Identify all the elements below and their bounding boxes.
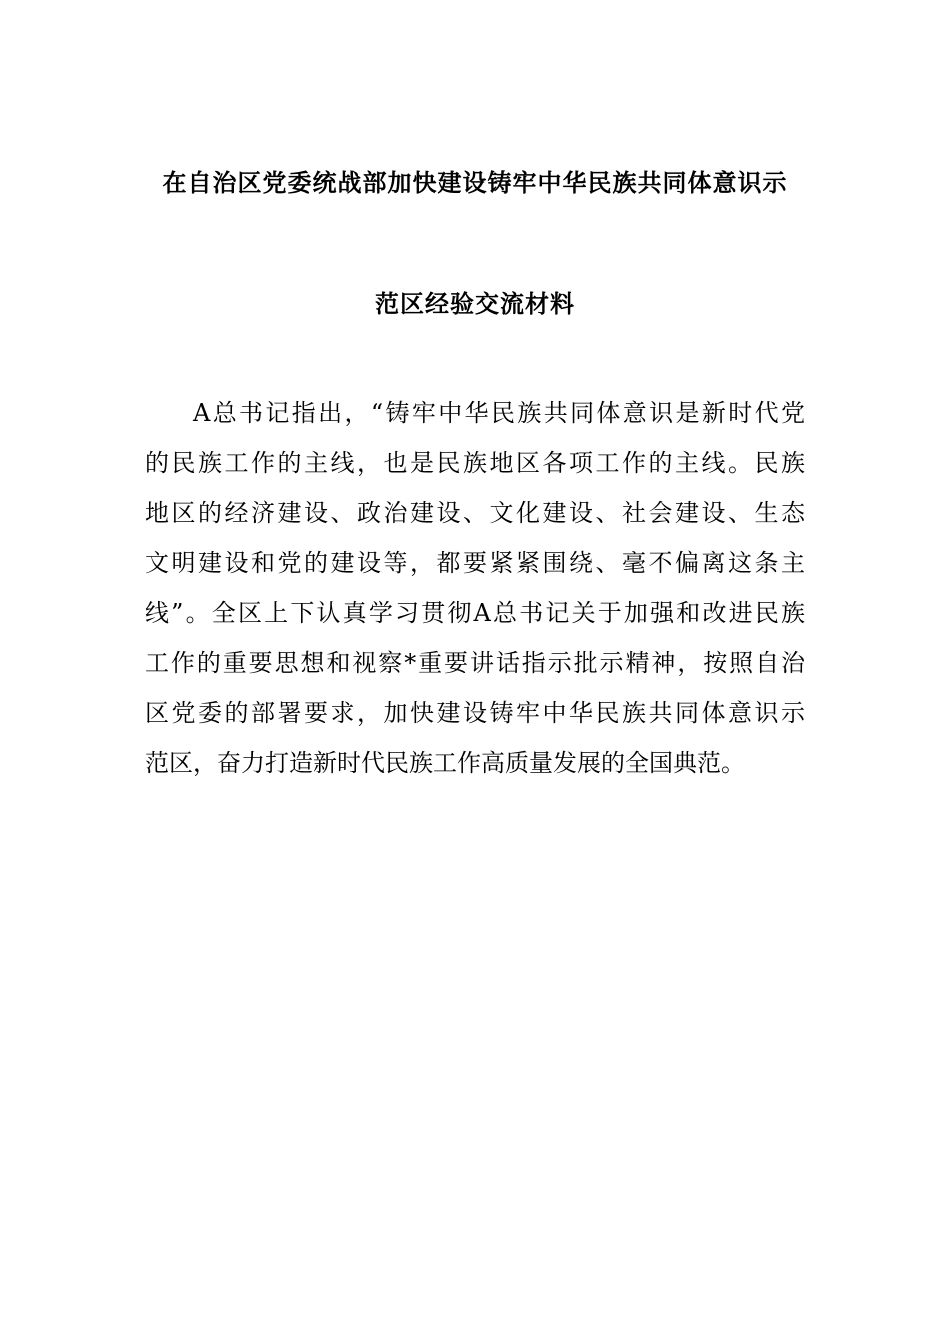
paragraph-line-2: 的民族工作的主线，也是民族地区各项工作的主线。民族: [145, 449, 805, 477]
paragraph-line-1: A总书记指出，“铸牢中华民族共同体意识是新时代党: [193, 399, 805, 427]
document-title-line-2: 范区经验交流材料: [375, 290, 575, 318]
paragraph-line-6: 工作的重要思想和视察*重要讲话指示批示精神，按照自治: [145, 649, 805, 677]
paragraph-line-5: 线”。全区上下认真学习贯彻A总书记关于加强和改进民族: [145, 599, 805, 627]
paragraph-line-7: 区党委的部署要求，加快建设铸牢中华民族共同体意识示: [145, 699, 805, 727]
paragraph-line-4: 文明建设和党的建设等，都要紧紧围绕、毫不偏离这条主: [145, 549, 805, 577]
document-title-line-1: 在自治区党委统战部加快建设铸牢中华民族共同体意识示: [162, 169, 788, 197]
paragraph-line-8: 范区，奋力打造新时代民族工作高质量发展的全国典范。: [145, 749, 745, 777]
paragraph-line-3: 地区的经济建设、政治建设、文化建设、社会建设、生态: [145, 499, 805, 527]
